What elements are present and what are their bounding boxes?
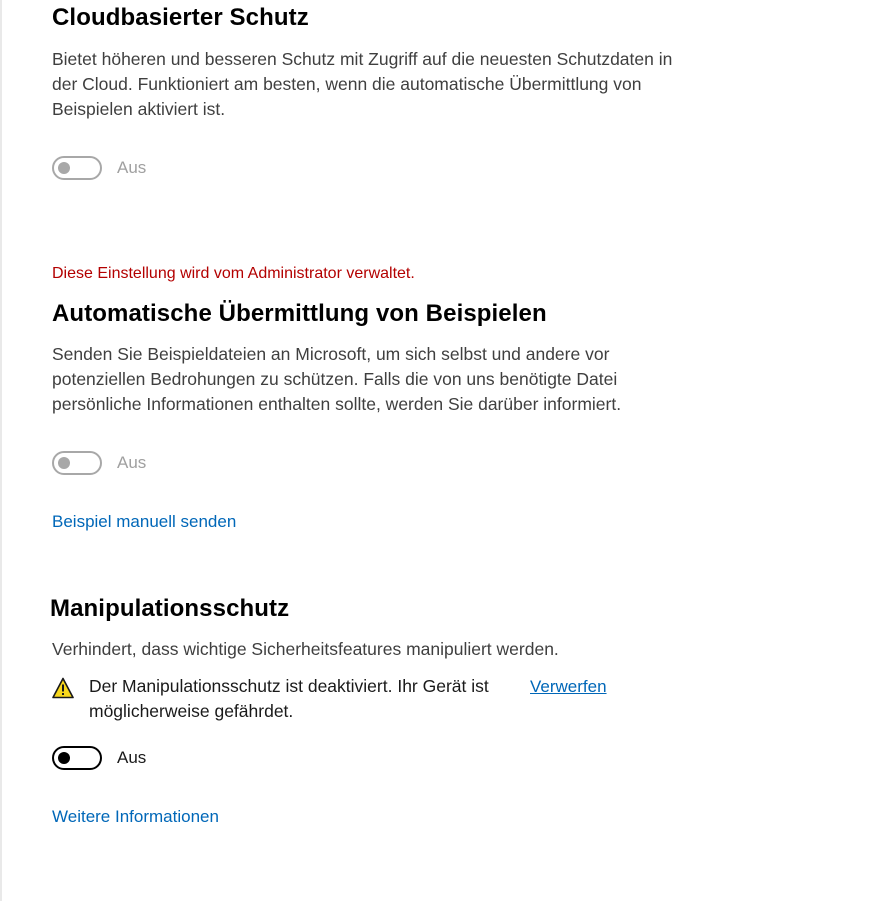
warning-message: Der Manipulationsschutz ist deaktiviert. Ihr Gerät ist möglicherweise gefährdet. (89, 676, 489, 721)
sample-submission-title: Automatische Übermittlung von Beispielen (52, 300, 547, 327)
tamper-protection-toggle-row (52, 746, 146, 770)
tamper-protection-toggle-state: Aus (117, 748, 147, 767)
dismiss-warning-link[interactable]: Verwerfen (530, 677, 607, 696)
cloud-protection-toggle-row (52, 156, 146, 180)
cloud-protection-description: Bietet höheren und besseren Schutz mit Zugriff auf die neuesten Schutzdaten in der Cloud. Funktioniert am besten, wenn die automatische Übermittlung von Beispielen aktiviert ist. (52, 49, 673, 119)
sample-submission-toggle[interactable] (52, 451, 102, 475)
manual-sample-submit-link[interactable]: Beispiel manuell senden (52, 512, 237, 531)
toggle-knob (58, 457, 70, 469)
tamper-protection-title: Manipulationsschutz (50, 595, 290, 622)
more-information-link[interactable]: Weitere Informationen (52, 807, 219, 826)
cloud-protection-title: Cloudbasierter Schutz (52, 4, 309, 31)
toggle-knob (58, 162, 70, 174)
sample-submission-toggle-state: Aus (117, 453, 147, 472)
toggle-knob (58, 752, 70, 764)
cloud-protection-toggle[interactable] (52, 156, 102, 180)
sample-submission-toggle-row (52, 451, 146, 475)
left-pane-divider (0, 0, 2, 901)
sample-submission-description: Senden Sie Beispieldateien an Microsoft, um sich selbst und andere vor potenziellen Bedrohungen zu schützen. Falls die von uns benötigte Datei persönliche Informationen enthalten sollte, werden Sie darüber informiert. (52, 344, 622, 414)
tamper-protection-toggle[interactable] (52, 746, 102, 770)
tamper-protection-description: Verhindert, dass wichtige Sicherheitsfeatures manipuliert werden. (52, 639, 559, 659)
cloud-protection-toggle-state: Aus (117, 158, 147, 177)
admin-managed-notice: Diese Einstellung wird vom Administrator verwaltet. (52, 265, 415, 282)
warning-triangle-icon (52, 677, 74, 699)
